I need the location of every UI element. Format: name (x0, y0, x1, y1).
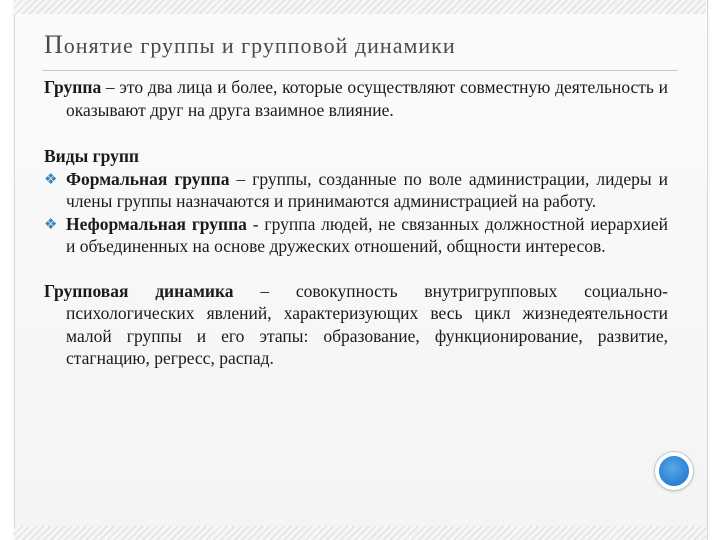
title-divider (42, 70, 678, 71)
group-types-heading: Виды групп (44, 146, 140, 166)
group-definition-text: – это два лица и более, которые осуществляют совместную деятельность и оказывают друг на друга взаимное влияние. (66, 77, 668, 120)
informal-group-term: Неформальная группа (66, 213, 247, 234)
bottom-stripe-decoration (14, 526, 706, 540)
formal-group-term: Формальная группа (66, 168, 230, 189)
blue-circle-icon (655, 452, 693, 490)
group-term: Группа (44, 77, 102, 97)
group-dynamics-text: – совокупность внутригрупповых социально-психологических явлений, характеризующих весь цикл жизнедеятельности малой группы и его этапы: образование, функционирование, развитие, стагнацию, регресс, распад. (66, 280, 668, 368)
group-dynamics-term: Групповая динамика (44, 280, 234, 301)
diamond-bullet-icon: ❖ (44, 214, 58, 233)
informal-group-text: - группа людей, не связанных должностной иерархией и объединенных на основе дружеских отношений, общности интересов. (66, 213, 668, 256)
list-item (44, 213, 668, 258)
title-rest: онятие группы и групповой динамики (63, 33, 456, 58)
formal-group-text: – группы, созданные по воле администрации, лидеры и члены группы назначаются и принимаются администрацией на работу. (66, 168, 668, 211)
slide-title (44, 30, 684, 60)
list-item (44, 168, 668, 213)
title-first-letter: П (44, 30, 64, 59)
group-definition (44, 76, 668, 121)
diamond-bullet-icon: ❖ (44, 169, 58, 188)
top-stripe-decoration (14, 0, 706, 14)
group-dynamics-definition (44, 280, 668, 370)
slide-content (44, 76, 668, 370)
